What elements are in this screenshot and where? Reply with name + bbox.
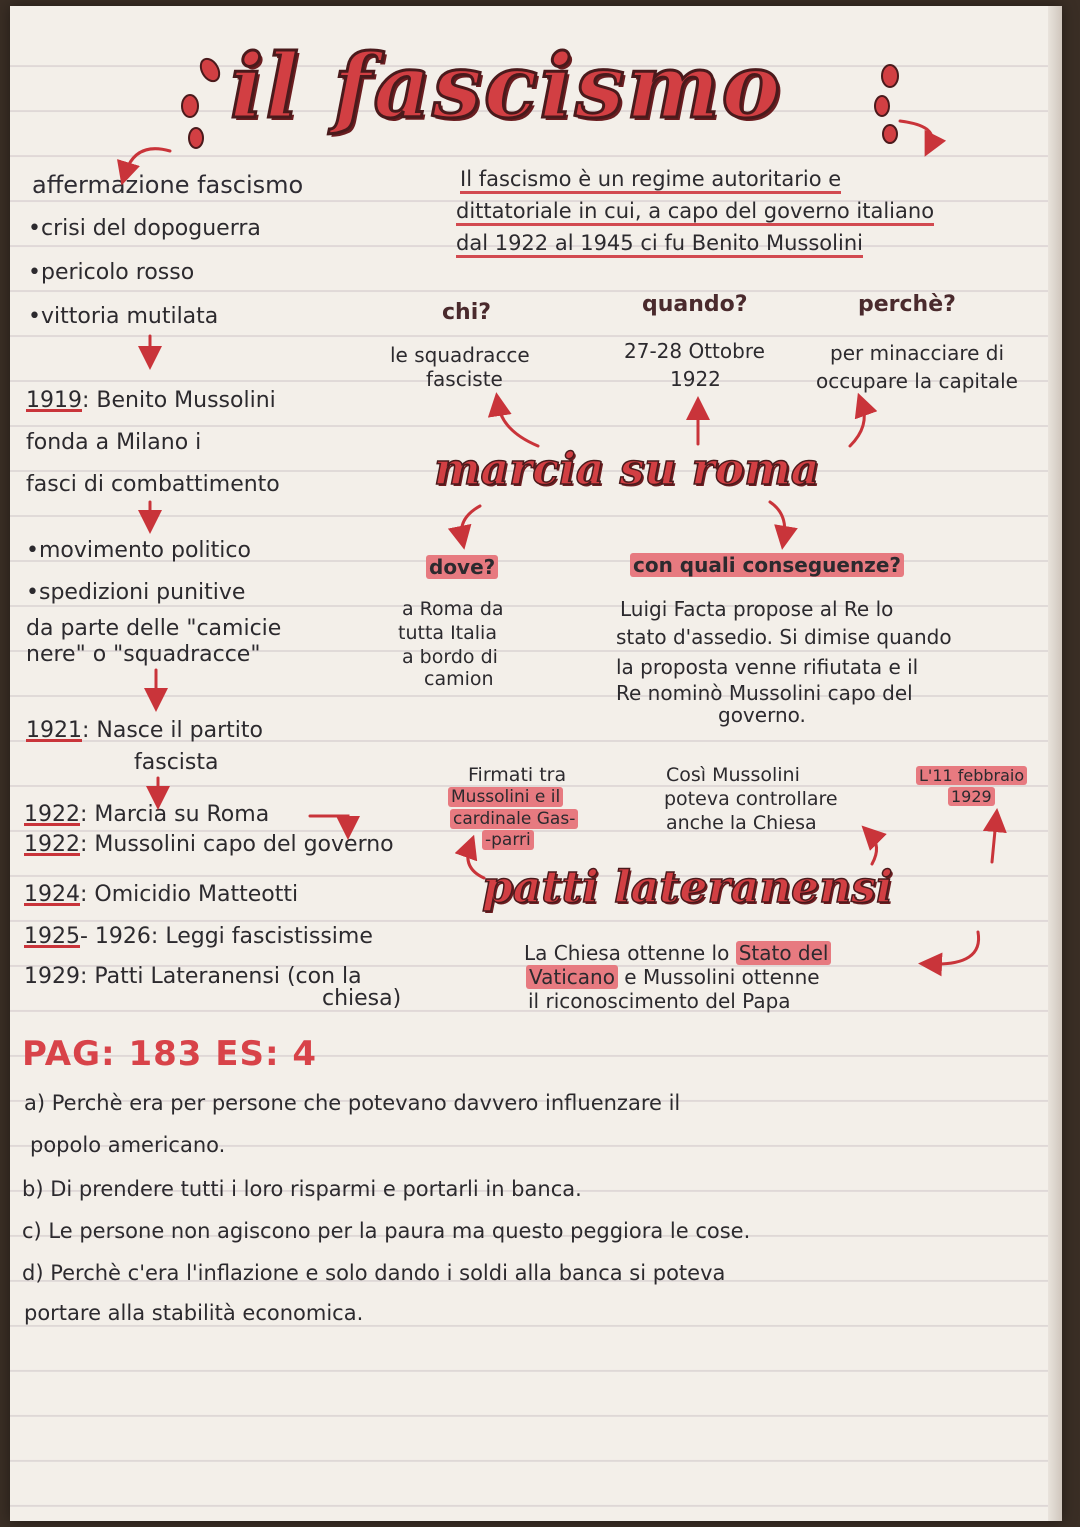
firmati-line-4: -parri [482,830,534,850]
question-perche: perchè? [858,292,956,317]
year-1921: 1921 [26,718,82,743]
event-1921-line-1: 1921: Nasce il partito [26,718,263,743]
arrow-down-right-icon [770,502,785,538]
cosi-line-2: poteva controllare [664,788,838,810]
intro-line-2: dittatoriale in cui, a capo del governo italiano [456,198,934,224]
event-1919-line-2: fonda a Milano i [26,430,202,455]
bullet-movimento: •movimento politico [26,538,251,563]
exercise-line: b) Di prendere tutti i loro risparmi e portarli in banca. [22,1177,582,1201]
bullet-spedizioni-line-3: nere" o "squadracce" [26,642,261,667]
answer-quando-2: 1922 [670,367,721,391]
intro-line-3: dal 1922 al 1945 ci fu Benito Mussolini [456,230,863,256]
timeline-item: 1929: Patti Lateranensi (con la [24,964,362,989]
marcia-su-roma-label: marcia su roma [434,444,820,495]
answer-dove-3: a bordo di [402,646,498,668]
answer-perche-2: occupare la capitale [816,369,1018,393]
answer-dove-4: camion [424,668,494,690]
patti-result-line-2: Vaticano e Mussolini ottenne [526,964,820,990]
answer-conseguenze-4: Re nominò Mussolini capo del [616,681,913,705]
bullet-spedizioni: •spedizioni punitive [26,580,246,605]
answer-dove-2: tutta Italia [398,622,497,644]
answer-conseguenze-3: la proposta venne rifiutata e il [616,655,919,679]
bullet-spedizioni-line-2: da parte delle "camicie [26,616,282,641]
exercise-line: portare alla stabilità economica. [24,1301,364,1325]
question-chi: chi? [442,300,492,325]
exercise-line: a) Perchè era per persone che potevano davvero influenzare il [24,1091,681,1115]
notebook-page [10,6,1062,1521]
event-1919-line-3: fasci di combattimento [26,472,280,497]
data-patti-2: 1929 [948,788,995,806]
answer-quando-1: 27-28 Ottobre [624,339,765,363]
title-swirl-left-arrow [125,149,170,174]
exercise-line: c) Le persone non agiscono per la paura ma questo peggiora le cose. [22,1219,751,1243]
exercise-line: d) Perchè c'era l'inflazione e solo dando i soldi alla banca si poteva [22,1261,726,1285]
patti-result-line-3: il riconoscimento del Papa [528,989,791,1013]
arrows-layer [10,6,1062,1521]
cosi-line-1: Così Mussolini [666,764,800,786]
question-conseguenze: con quali conseguenze? [630,552,904,578]
page-title: il fascismo [230,34,783,138]
question-dove: dove? [426,554,498,580]
arrow-right-icon [310,816,348,828]
question-quando: quando? [642,292,748,317]
arrow-down-left-icon [461,506,480,538]
arrow-up-icon [992,820,996,862]
timeline-item: 1922: Marcia su Roma [24,802,270,827]
title-swirl-right-arrow [900,121,932,146]
patti-lateranensi-label: patti lateranensi [482,862,893,913]
left-heading: affermazione fascismo [32,171,304,199]
arrow-up-right-icon [850,404,864,446]
year-1919: 1919 [26,388,82,413]
exercise-heading: PAG: 183 ES: 4 [22,1034,318,1074]
answer-perche-1: per minacciare di [830,341,1005,365]
patti-result-line-1: La Chiesa ottenne lo Stato del [524,940,831,966]
timeline-item: 1924: Omicidio Matteotti [24,882,299,907]
answer-conseguenze-1: Luigi Facta propose al Re lo [620,597,894,621]
arrow-curve-left-icon [930,932,979,964]
data-patti-1: L'11 febbraio [916,766,1027,786]
answer-conseguenze-2: stato d'assedio. Si dimise quando [616,625,952,649]
answer-chi-1: le squadracce [390,343,530,367]
bullet-2: •pericolo rosso [28,260,195,285]
intro-line-1: Il fascismo è un regime autoritario e [460,166,841,192]
arrow-up-left-icon [498,404,538,446]
answer-dove-1: a Roma da [402,598,504,620]
arrow-up-left-icon [468,846,484,878]
timeline-item: 1922: Mussolini capo del governo [24,832,394,857]
timeline-item-tail: chiesa) [322,986,402,1011]
event-1919-line-1: 1919: Benito Mussolini [26,388,276,413]
bullet-3: •vittoria mutilata [28,304,219,329]
firmati-line-2: Mussolini e il [448,786,563,808]
event-1921-line-2: fascista [134,750,219,775]
cosi-line-3: anche la Chiesa [666,812,817,834]
bullet-1: •crisi del dopoguerra [28,216,261,241]
firmati-line-3: cardinale Gas- [450,808,578,830]
title-dots [182,56,898,148]
answer-conseguenze-5: governo. [718,703,806,727]
firmati-line-1: Firmati tra [468,764,567,786]
exercise-line: popolo americano. [30,1133,226,1157]
timeline-item: 1925- 1926: Leggi fascistissime [24,924,373,949]
answer-chi-2: fasciste [426,367,503,391]
arrow-up-icon [870,834,877,864]
